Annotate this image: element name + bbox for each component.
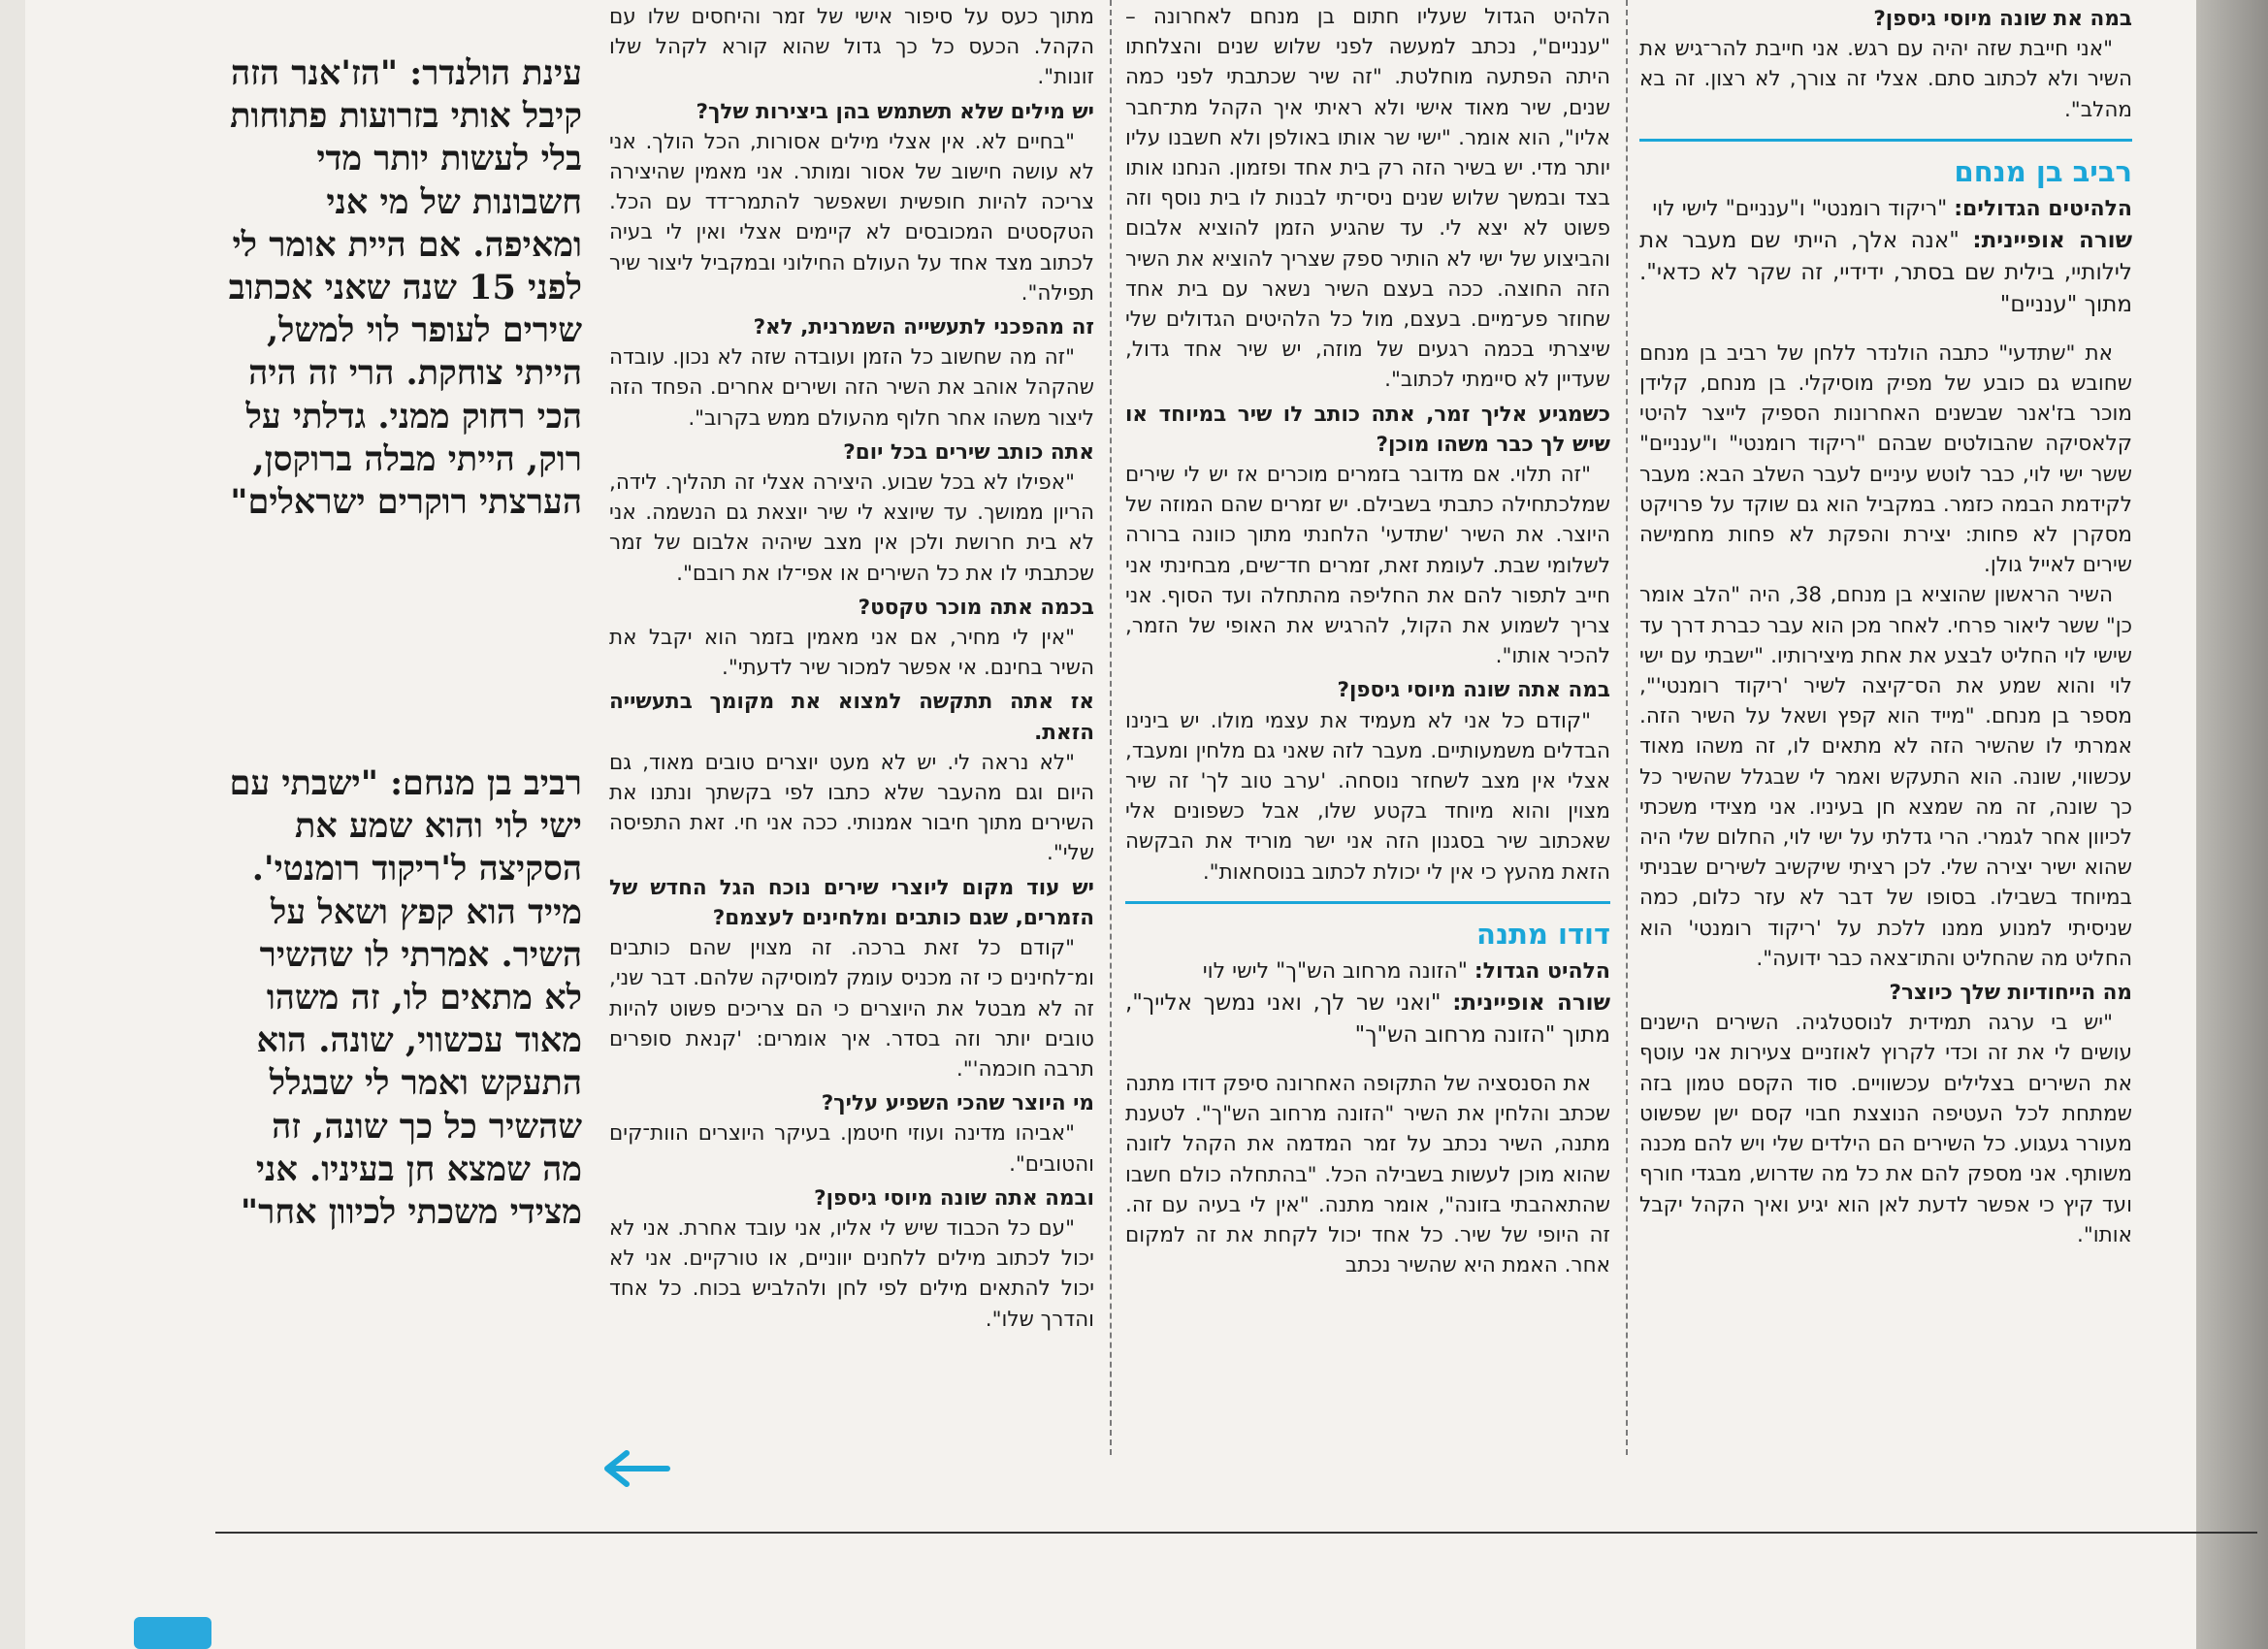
answer: "יש בי ערגה תמידית לנוסטלגיה. השירים הישנים עושים לי את זה וכדי לקרוץ לאוזניים צעירות אני עוטף את השירים בצלילים עכשוויים. סוד הקסם טמון בזה שמתחת לכל העטיפה הנוצצת חבוי קסם ישן שפשוט מעורר געגוע. כל השירים הם הילדים שלי ויש להם מכנה משותף. אני מספק להם את כל מה שדרוש, מבגדי חורף ועד קיץ כי אפשר לדעת לאן הוא יגיע ואיך הקהל יקבל אותו". <box>1639 1011 2132 1247</box>
article-column-1 <box>1639 4 2132 1250</box>
section-divider <box>1125 901 1610 904</box>
article-column-3 <box>609 2 1094 1452</box>
question: כשמגיע אליך זמר, אתה כותב לו שיר במיוחד או שיש לך כבר משהו מוכן? <box>1125 402 1610 457</box>
body-paragraph: את "שתדעי" כתבה הולנדר ללחן של רביב בן מנחם שחובש גם כובע של מפיק מוסיקלי. בן מנחם, קלידן מוכר בז'אנר שבשנים האחרונות הספיק לייצר להיטי קלאסיקה שהבולטים שבהם "ריקוד רומנטי" ו"ענניים" ששר ישי לוי, כבר לוטש עיניים לעבר השלב הבא: מעבר לקידמת הבמה כזמר. במקביל הוא גם שוקד על פרויקט מסקרן לא פחות: יצירת והפקת לא פחות מחמישה שירים לאייל גולן. <box>1639 340 2132 578</box>
big-hits-line: הלהיטים הגדולים: "ריקוד רומנטי" ו"ענניים" לישי לוי <box>1652 196 2132 221</box>
answer: "זה תלוי. אם מדובר בזמרים מוכרים אז יש לי שירים שמלכתחילה כתבתי בשבילם. יש זמרים שהם המוזה של היוצר. את השיר 'שתדעי' הלחנתי מתוך כוונה ברורה לשלומי שבת. לעומת זאת, זמרים חד־שים, מבחינתי אני חייב לתפור להם את החליפה מהתחלה ועד הסוף. אני צריך לשמוע את הקול, להרגיש את האופי של הזמר, להכיר אותו". <box>1125 463 1610 669</box>
section-divider <box>1639 139 2132 142</box>
answer: "קודם כל אני לא מעמיד את עצמי מולו. יש בינינו הבדלים משמעותיים. מעבר לזה שאני גם מלחין ומעבד, אצלי אין מצב לשחזר נוסחה. 'ערב טוב לך' זה שיר מצוין והוא מיוחד בקטע שלו, אבל כשפונים אלי שאכתוב שיר בסגנון הזה אני ישר מוריד את הבקשה הזאת מהעץ כי אין לי יכולת לכתוב בנוסחאות". <box>1125 708 1610 885</box>
question: זה מהפכני לתעשייה השמרנית, לא? <box>753 315 1094 340</box>
question: במה את שונה מיוסי גיספן? <box>1873 7 2132 31</box>
body-paragraph: השיר הראשון שהוציא בן מנחם, 38, היה "הלב אומר כן" ששר ליאור פרחי. לאחר מכן הוא עבר כברת דרך עד שישי לוי החליט לבצע את אחת מיצירותיו. "ישבתי עם ישי לוי והוא שמע את הס־קיצה לשיר 'ריקוד רומנטי'", מספר בן מנחם. "מייד הוא קפץ ושאל על השיר הזה. אמרתי לו שהשיר הזה לא מתאים לו, זה משהו מאוד עכשווי, שונה. הוא התעקש ואמר לי שבגלל שהשיר כל כך שונה, זה מה שמצא חן בעיניו. אני מצידי משכתי לכיוון אחר לגמרי. הרי גדלתי על ישי לוי, החלום שלי היה שהוא ישיר יצירה שלי. לכן רציתי שיקשיב לשירים שבניתי במיוחד בשבילו. בסופו של דבר לא עזר כלום, כמה שניסיתי למנוע ממנו ללכת על 'ריקוד רומנטי' הוא החליט מה שהחליט והתו־צאה כבר ידועה". <box>1639 583 2132 971</box>
column-rule <box>1110 0 1112 1455</box>
answer: "בחיים לא. אין אצלי מילים אסורות, הכל הולך. אני לא עושה חישוב של אסור ומותר. אני מאמין שהיצירה צריכה להיות חופשית ושאפשר להתמר־דד עם הכל. הטקסטים המכובסים לא קיימים אצלי ואין לי בעיה לכתוב מצד אחד על העולם החילוני ובמקביל ליצור שיר תפילה". <box>609 129 1094 306</box>
question: אתה כותב שירים בכל יום? <box>843 439 1094 465</box>
page-binding-edge <box>2196 0 2268 1649</box>
page-left-margin <box>0 0 25 1649</box>
songwriter-name: דודו מתנה <box>1476 917 1610 951</box>
answer: "אביהו מדינה ועוזי חיטמן. בעיקר היוצרים הוות־קים והטובים". <box>609 1121 1094 1177</box>
answer: "אין לי מחיר, אם אני מאמין בזמר הוא יקבל את השיר בחינם. אי אפשר למכור שיר לדעתי". <box>609 626 1094 681</box>
arrow-left-icon[interactable] <box>601 1449 671 1488</box>
question: יש עוד מקום ליוצרי שירים נוכח הגל החדש של הזמרים, שגם כותבים ומלחינים לעצמם? <box>609 875 1094 930</box>
big-hit-line: הלהיט הגדול: "הזונה מרחוב הש"ך" לישי לוי <box>1202 958 1610 984</box>
article-column-2 <box>1125 2 1610 1452</box>
body-paragraph: הלהיט הגדול שעליו חתום בן מנחם לאחרונה – "ענניים", נכתב למעשה לפני שלוש שנים והצלחתו היתה הפתעה מוחלטת. "זה שיר שכתבתי לפני כמה שנים, שיר מאוד אישי ולא ראיתי איך הקהל מת־חבר אליו", הוא אומר. "ישי שר אותו באולפן ולא חשבנו עליו יותר מדי. יש בשיר הזה רק בית אחד ופזמון. הנחנו אותו בצד ובמשך שלוש שנים ניסי־תי לבנות לו בית נוסף וזה פשוט לא יצא לי. עד שהגיע הזמן להוציא אלבום והביצוע של ישי לא הותיר ספק שצריך להוציא את השיר הזה החוצה. ככה בעצם השיר נשאר עם בית אחד שחוזר פע־מיים. בעצם, מול כל הלהיטים הגדולים שלי שיצרתי בכמה רגעים של מוזה, יש שיר אחד גדול, שעדיין לא סיימתי לכתוב". <box>1125 5 1610 393</box>
question: יש מילים שלא תשתמש בהן ביצירות שלך? <box>696 99 1094 124</box>
question: אז אתה תתקשה למצוא את מקומך בתעשייה הזאת. <box>609 690 1094 745</box>
answer: "אני חייבת שזה יהיה עם רגש. אני חייבת להר־גיש את השיר ולא לכתוב סתם. אצלי זה צורך, לא רצון. זה בא מהלב". <box>1639 37 2132 122</box>
page-corner-tab <box>134 1617 211 1649</box>
answer: "קודם כל זאת ברכה. זה מצוין שהם כותבים ומ־לחינים כי זה מכניס עומק למוסיקה שלהם. דבר שני, זה לא מבטל את היוצרים כי הם צריכים פשוט להיות טובים יותר וזה בסדר. איך אומרים: 'קנאת סופרים תרבה חוכמה'". <box>609 936 1094 1082</box>
signature-line: שורה אופיינית: "ואני שר לך, ואני נמשך אלייך", מתוך "הזונה מרחוב הש"ך" <box>1125 989 1610 1048</box>
answer: "עם כל הכבוד שיש לי אליו, אני עובד אחרת. אני לא יכול לכתוב מילים ללחנים יווניים, או טורקיים. אני לא יכול להתאים מילים לפי לחן ולהלביש בכוח. כל אחד והדרך שלו". <box>609 1215 1094 1332</box>
pull-quote-holander: עינת הולנדר: "הז'אנר הזה קיבל אותי בזרועות פתוחות בלי לעשות יותר מדי חשבונות של מי אני ומאיפה. אם היית אומר לי לפני 15 שנה שאני אכתוב שירים לעופר לוי למשל, הייתי צוחקת. הרי זה היה הכי רחוק ממני. גדלתי על רוק, הייתי מבלה ברוקסן, הערצתי רוקרים ישראלים" <box>228 53 582 523</box>
question: מי היוצר שהכי השפיע עליך? <box>821 1091 1094 1116</box>
question: בכמה אתה מוכר טקסט? <box>858 595 1094 620</box>
body-paragraph: את הסנסציה של התקופה האחרונה סיפק דודו מתנה שכתב והלחין את השיר "הזונה מרחוב הש"ך". לטענת מתנה, השיר נכתב על זמר המדמה את הקהל לזונה שהוא מוכן לעשות בשבילה הכל. "בהתחלה כולם חשבו שהתאהבתי בזונה", אומר מתנה. "אין לי בעיה עם זה. זה היופי של שיר. כל אחד יכול לקחת את זה למקום אחר. האמת היא שהשיר נכתב <box>1125 1071 1610 1278</box>
footer-rule <box>215 1532 2257 1534</box>
question: במה אתה שונה מיוסי גיספן? <box>1337 678 1610 703</box>
answer: "זה מה שחשוב כל הזמן ועובדה שזה לא נכון. עובדה שהקהל אוהב את השיר הזה ושירים אחרים. הפחד הזה ליצור משהו אחר חלוף מהעולם ממש בקרוב". <box>609 345 1094 431</box>
answer: "לא נראה לי. יש לא מעט יוצרים טובים מאוד, גם היום וגם מהעבר שלא כתבו לפי בקשתך ונתנו את השירים מתוך חיבור אמנותי. ככה אני חי. זאת התפיסה שלי". <box>609 750 1094 866</box>
answer: "אפילו לא בכל שבוע. היצירה אצלי זה תהליך. לידה, הריון ממושך. עד שיוצא לי שיר יוצאת גם הנשמה. אני לא בית חרושת ולכן אין מצב שיהיה אלבום של זמר שכתבתי לו את כל השירים או אפי־לו את רובם". <box>609 470 1094 586</box>
pull-quote-ben-menachem: רביב בן מנחם: "ישבתי עם ישי לוי והוא שמע את הסקיצה ל'ריקוד רומנטי'. מייד הוא קפץ ושאל על השיר. אמרתי לו שהשיר לא מתאים לו, זה משהו מאוד עכשווי, שונה. הוא התעקש ואמר לי שבגלל שהשיר כל כך שונה, זה מה שמצא חן בעיניו. אני מצידי משכתי לכיוון אחר" <box>229 763 582 1233</box>
question: מה הייחודיות שלך כיוצר? <box>1889 981 2132 1006</box>
songwriter-name: רביב בן מנחם <box>1954 154 2132 188</box>
body-paragraph: מתוך כעס על סיפור אישי של זמר והיחסים שלו עם הקהל. הכעס כל כך גדול שהוא קורא לקהל שלו זונות". <box>609 5 1094 90</box>
column-rule <box>1626 0 1628 1455</box>
signature-line: שורה אופיינית: "אנה אלך, הייתי שם מעבר את לילותיי, בילית שם בסתר, ידידיי, זה שקר לא כדאי". מתוך "ענניים" <box>1639 227 2132 317</box>
question: ובמה אתה שונה מיוסי גיספן? <box>814 1185 1094 1211</box>
